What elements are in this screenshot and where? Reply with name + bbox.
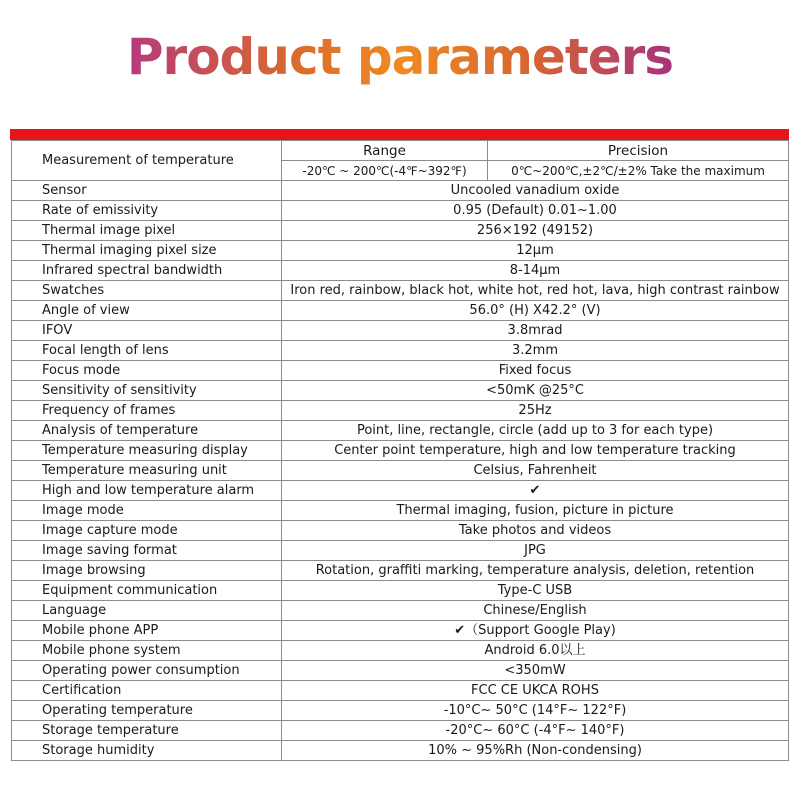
parameter-value: -10°C~ 50°C (14°F~ 122°F) <box>282 701 789 721</box>
parameter-value: 0.95 (Default) 0.01~1.00 <box>282 201 789 221</box>
parameters-table <box>11 140 789 761</box>
table-row <box>12 261 789 281</box>
parameter-value: Center point temperature, high and low temperature tracking <box>282 441 789 461</box>
parameter-label: Language <box>12 601 282 621</box>
parameter-label: High and low temperature alarm <box>12 481 282 501</box>
parameter-label: Sensor <box>12 181 282 201</box>
table-header-row <box>12 141 789 161</box>
parameter-value: ✔ <box>282 481 789 501</box>
parameter-value: 56.0° (H) X42.2° (V) <box>282 301 789 321</box>
table-row <box>12 721 789 741</box>
parameter-label: Storage humidity <box>12 741 282 761</box>
parameter-label: Storage temperature <box>12 721 282 741</box>
parameter-value: Rotation, graffiti marking, temperature analysis, deletion, retention <box>282 561 789 581</box>
parameter-label: Image capture mode <box>12 521 282 541</box>
precision-value: 0℃~200℃,±2℃/±2% Take the maximum <box>488 161 789 181</box>
parameter-label: Temperature measuring display <box>12 441 282 461</box>
parameter-label: Focal length of lens <box>12 341 282 361</box>
parameter-label: Sensitivity of sensitivity <box>12 381 282 401</box>
parameter-value: Thermal imaging, fusion, picture in picture <box>282 501 789 521</box>
parameter-value: Celsius, Fahrenheit <box>282 461 789 481</box>
parameter-label: Operating power consumption <box>12 661 282 681</box>
parameter-value: Take photos and videos <box>282 521 789 541</box>
table-row <box>12 381 789 401</box>
parameter-label: Equipment communication <box>12 581 282 601</box>
table-row <box>12 201 789 221</box>
table-row <box>12 641 789 661</box>
table-row <box>12 221 789 241</box>
parameter-label: Focus mode <box>12 361 282 381</box>
table-row <box>12 301 789 321</box>
header-accent-bar <box>10 129 789 140</box>
table-row <box>12 501 789 521</box>
parameter-value: 8-14μm <box>282 261 789 281</box>
parameter-label: Analysis of temperature <box>12 421 282 441</box>
table-row <box>12 181 789 201</box>
table-row <box>12 741 789 761</box>
table-row <box>12 361 789 381</box>
parameter-label: Thermal image pixel <box>12 221 282 241</box>
parameter-value: 25Hz <box>282 401 789 421</box>
parameter-label: IFOV <box>12 321 282 341</box>
parameter-label: Operating temperature <box>12 701 282 721</box>
table-row <box>12 281 789 301</box>
table-row <box>12 461 789 481</box>
parameter-label: Temperature measuring unit <box>12 461 282 481</box>
parameter-label: Swatches <box>12 281 282 301</box>
parameter-value: <350mW <box>282 661 789 681</box>
parameter-label: Mobile phone system <box>12 641 282 661</box>
parameter-value: -20°C~ 60°C (-4°F~ 140°F) <box>282 721 789 741</box>
parameter-value: Iron red, rainbow, black hot, white hot, red hot, lava, high contrast rainbow <box>282 281 789 301</box>
table-row <box>12 581 789 601</box>
table-row <box>12 621 789 641</box>
table-row <box>12 441 789 461</box>
parameters-table-body <box>12 141 789 761</box>
parameter-label: Rate of emissivity <box>12 201 282 221</box>
parameter-value: Uncooled vanadium oxide <box>282 181 789 201</box>
parameter-value: <50mK @25°C <box>282 381 789 401</box>
parameter-value: ✔（Support Google Play) <box>282 621 789 641</box>
parameter-value: 3.8mrad <box>282 321 789 341</box>
range-value: -20℃ ~ 200℃(-4℉~392℉) <box>282 161 488 181</box>
table-row <box>12 661 789 681</box>
parameter-label: Thermal imaging pixel size <box>12 241 282 261</box>
parameter-value: Fixed focus <box>282 361 789 381</box>
parameter-value: 12μm <box>282 241 789 261</box>
parameter-value: 3.2mm <box>282 341 789 361</box>
parameter-label: Image browsing <box>12 561 282 581</box>
parameter-label: Image saving format <box>12 541 282 561</box>
table-row <box>12 341 789 361</box>
parameter-label: Angle of view <box>12 301 282 321</box>
parameter-value: FCC CE UKCA ROHS <box>282 681 789 701</box>
parameter-value: Type-C USB <box>282 581 789 601</box>
table-row <box>12 401 789 421</box>
parameter-value: 10% ~ 95%Rh (Non-condensing) <box>282 741 789 761</box>
parameter-label: Image mode <box>12 501 282 521</box>
parameter-label: Infrared spectral bandwidth <box>12 261 282 281</box>
table-row <box>12 601 789 621</box>
parameter-value: JPG <box>282 541 789 561</box>
parameter-value: Chinese/English <box>282 601 789 621</box>
parameter-value: Point, line, rectangle, circle (add up to 3 for each type) <box>282 421 789 441</box>
table-row <box>12 241 789 261</box>
parameter-value: Android 6.0以上 <box>282 641 789 661</box>
table-row <box>12 421 789 441</box>
table-row <box>12 681 789 701</box>
parameter-label: Frequency of frames <box>12 401 282 421</box>
parameter-label: Mobile phone APP <box>12 621 282 641</box>
page-title-text: Product parameters <box>126 28 674 86</box>
table-row <box>12 701 789 721</box>
table-row <box>12 521 789 541</box>
parameter-label: Certification <box>12 681 282 701</box>
table-row <box>12 481 789 501</box>
table-row <box>12 321 789 341</box>
range-heading: Range <box>282 141 488 161</box>
parameter-value: 256×192 (49152) <box>282 221 789 241</box>
page-title <box>0 22 800 92</box>
table-row <box>12 541 789 561</box>
measurement-label: Measurement of temperature <box>12 141 282 181</box>
table-row <box>12 561 789 581</box>
precision-heading: Precision <box>488 141 789 161</box>
